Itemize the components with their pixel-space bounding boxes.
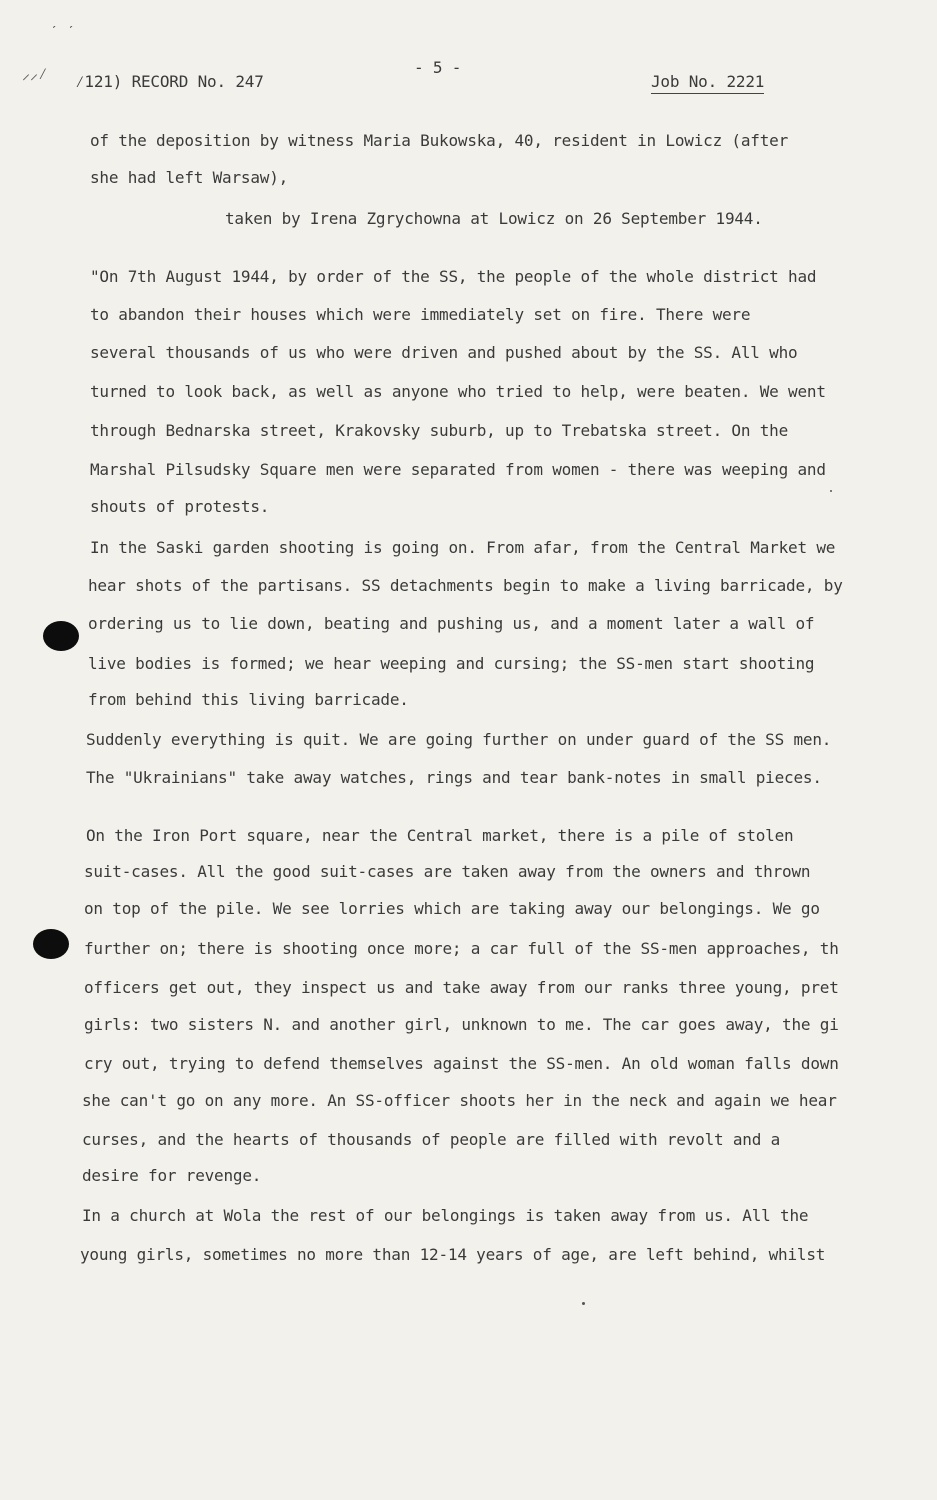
body-line: hear shots of the partisans. SS detachments begin to make a living barricade, by [88,576,843,595]
body-line: "On 7th August 1944, by order of the SS, the people of the whole district had [90,267,817,286]
body-line: live bodies is formed; we hear weeping and cursing; the SS-men start shooting [88,654,815,673]
body-line: On the Iron Port square, near the Central market, there is a pile of stolen [86,826,794,845]
record-number: ⁄121) RECORD No. 247 [75,72,264,91]
body-line: ordering us to lie down, beating and pushing us, and a moment later a wall of [88,614,815,633]
body-line: Suddenly everything is quit. We are going further on under guard of the SS men. [86,730,832,749]
body-line: through Bednarska street, Krakovsky suburb, up to Trebatska street. On the [90,421,789,440]
body-line: turned to look back, as well as anyone who tried to help, were beaten. We went [90,382,826,401]
body-line: Marshal Pilsudsky Square men were separated from women - there was weeping and [90,460,826,479]
body-line: suit-cases. All the good suit-cases are taken away from the owners and thrown [84,862,811,881]
body-line: of the deposition by witness Maria Bukowska, 40, resident in Lowicz (after [90,131,789,150]
body-line: to abandon their houses which were immediately set on fire. There were [90,305,751,324]
body-line: on top of the pile. We see lorries which are taking away our belongings. We go [84,899,820,918]
body-line: curses, and the hearts of thousands of people are filled with revolt and a [82,1130,781,1149]
stray-mark [582,1302,585,1305]
page-number: - 5 - [414,58,462,77]
body-line: cry out, trying to defend themselves against the SS-men. An old woman falls down [84,1054,839,1073]
body-line: she had left Warsaw), [90,168,289,187]
body-line: further on; there is shooting once more; a car full of the SS-men approaches, th [84,939,839,958]
body-line: she can't go on any more. An SS-officer shoots her in the neck and again we hear [82,1091,837,1110]
margin-pencil-mark: ⸝⸝⁄ [22,64,48,83]
body-line: girls: two sisters N. and another girl, unknown to me. The car goes away, the gi [84,1015,839,1034]
body-line: taken by Irena Zgrychowna at Lowicz on 26 September 1944. [225,209,763,228]
body-line: young girls, sometimes no more than 12-14 years of age, are left behind, whilst [80,1245,826,1264]
body-line: officers get out, they inspect us and take away from our ranks three young, pret [84,978,839,997]
body-line: In a church at Wola the rest of our belongings is taken away from us. All the [82,1206,809,1225]
body-line: several thousands of us who were driven and pushed about by the SS. All who [90,343,798,362]
margin-tick-mark: ˊ ˊ [50,24,76,40]
body-line: The "Ukrainians" take away watches, rings and tear bank-notes in small pieces. [86,768,822,787]
body-line: In the Saski garden shooting is going on. From afar, from the Central Market we [90,538,836,557]
body-line: shouts of protests. [90,497,270,516]
punch-hole [33,929,69,959]
punch-hole [43,621,79,651]
body-line: from behind this living barricade. [88,690,409,709]
body-line: desire for revenge. [82,1166,262,1185]
stray-mark [830,490,832,492]
job-number: Job No. 2221 [651,72,764,92]
